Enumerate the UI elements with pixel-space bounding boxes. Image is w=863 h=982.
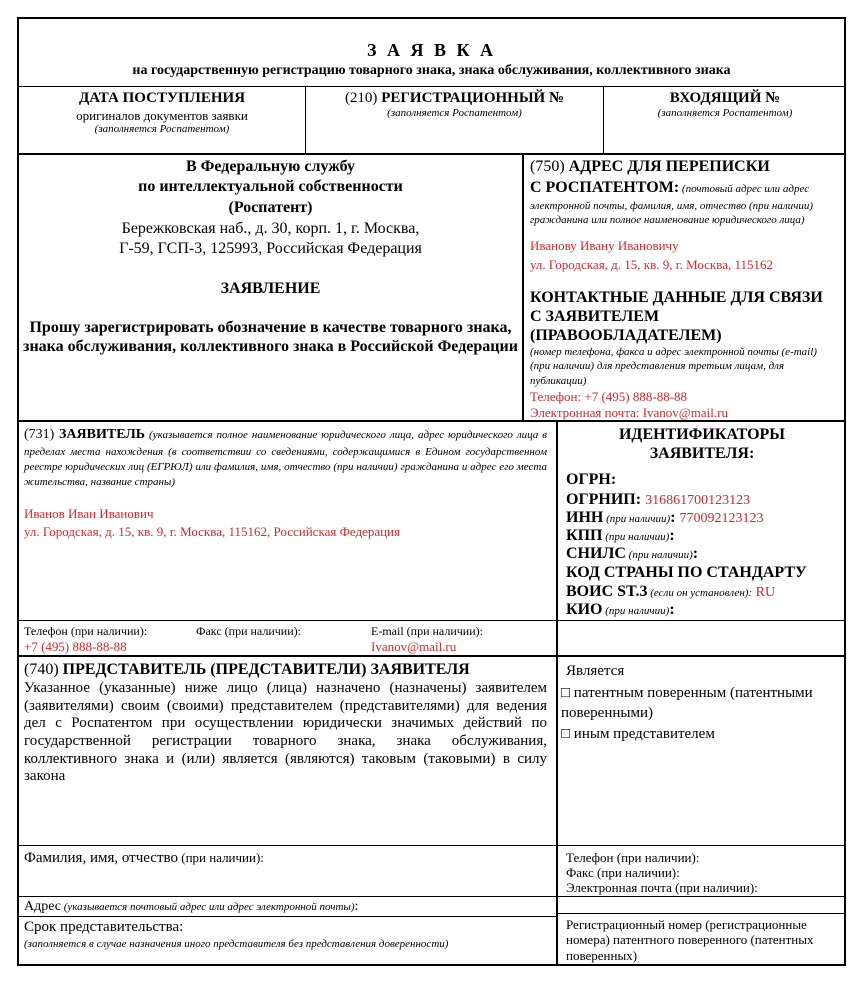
identifiers-title-a: ИДЕНТИФИКАТОРЫ [618, 426, 785, 443]
reg-note: (заполняется Роспатентом) [387, 107, 522, 119]
other-representative-option[interactable]: □ иным представителем [561, 726, 715, 742]
reg-number-title [306, 90, 603, 108]
date-note: (заполняется Роспатентом) [94, 123, 230, 135]
divider [522, 153, 524, 420]
snils-line: СНИЛС (при наличии): [566, 545, 699, 562]
kio-label: КИО [566, 601, 603, 618]
address-line: Адрес (указывается почтовый адрес или адрес электронной почты): [24, 899, 359, 914]
incoming-title: ВХОДЯЩИЙ № [669, 90, 781, 106]
country-code-line [566, 583, 775, 602]
country-code-note: (если он установлен): [647, 587, 753, 599]
applicant-phone-value: +7 (495) 888-88-88 [24, 639, 127, 654]
contacts-title: КОНТАКТНЫЕ ДАННЫЕ ДЛЯ СВЯЗИ С ЗАЯВИТЕЛЕМ (ПРАВООБЛАДАТЕЛЕМ) [530, 289, 823, 344]
statement-title: ЗАЯВЛЕНИЕ [220, 280, 321, 297]
fio-line [24, 850, 264, 868]
correspondence-note: (почтовый адрес или адрес электронной почты, фамилия, имя, отчество (при наличии) гражданина или полное наименование юридического лица) [530, 183, 814, 227]
attorney-regnum-label: Регистрационный номер (регистрационные номера) патентного поверенного (патентных поверенных) [566, 917, 814, 963]
incoming-note: (заполняется Роспатентом) [657, 107, 793, 119]
kio-line: КИО (при наличии): [566, 601, 675, 618]
applicant-note: (указывается полное наименование юридического лица, адрес юридического лица в пределах места нахождения (в соответствии со сведениями, содержащимися в Едином государственном реестре юридических лиц (ЕГРЮЛ) или фамилия, имя, отчество (при наличии) гражданина и адрес его места жительства, название страны) [24, 429, 548, 488]
correspondence-name: Иванову Ивану Ивановичу [530, 238, 679, 253]
applicant-email-label: E-mail (при наличии): [371, 624, 483, 638]
applicant-phone-label: Телефон (при наличии): [24, 624, 148, 638]
divider [17, 845, 846, 846]
ogrnip-value: 316861700123123 [645, 493, 751, 508]
representative-header [24, 661, 470, 680]
ogrnip-line [566, 491, 750, 510]
applicant-title: ЗАЯВИТЕЛЬ [59, 427, 146, 442]
addressee-line-4: Бережковская наб., д. 30, корп. 1, г. Москва, [121, 220, 420, 237]
addressee-line-2: по интеллектуальной собственности [138, 178, 403, 195]
applicant-code: (731) [24, 427, 60, 442]
representative-code: (740) [24, 661, 63, 678]
divider [17, 655, 846, 657]
correspondence-code: (750) [530, 158, 569, 175]
addressee-line-3: (Роспатент) [228, 199, 313, 216]
divider [17, 916, 557, 917]
address-note: (указывается почтовый адрес или адрес электронной почты) [61, 901, 355, 913]
representative-text: Указанное (указанные) ниже лицо (лица) назначено (назначены) заявителем (заявителями) своим (своими) представителем (представителями) для ведения дел с Роспатентом при осуществлении юридически значимых действий по государственной регистрации товарного знака, знака обслуживания, коллективного знака и (или) является (являются) таковым (таковыми) в силу закона [24, 680, 547, 785]
divider [17, 620, 846, 621]
divider [557, 913, 846, 914]
page-title: З А Я В К А [366, 40, 497, 60]
statement-text: Прошу зарегистрировать обозначение в качестве товарного знака, знака обслуживания, коллективного знака в Российской Федерации [23, 319, 518, 355]
rep-fax-label: Факс (при наличии): [566, 865, 680, 880]
patent-attorney-option[interactable]: □ патентным поверенным (патентными поверенными) [561, 685, 813, 721]
ogrn-label: ОГРН: [566, 471, 617, 488]
contacts-email: Электронная почта: Ivanov@mail.ru [530, 405, 728, 420]
snils-label: СНИЛС [566, 545, 626, 562]
divider [17, 86, 846, 87]
addressee-line-5: Г-59, ГСП-3, 125993, Российская Федерация [119, 240, 422, 257]
address-label: Адрес [24, 899, 62, 914]
inn-note: (при наличии) [603, 513, 671, 525]
contacts-note: (номер телефона, факса и адрес электронной почты (e-mail) (при наличии) для представления третьим лицам, для публикации) [530, 346, 817, 387]
inn-value: 770092123123 [679, 511, 764, 526]
kpp-line: КПП (при наличии): [566, 527, 675, 544]
snils-note: (при наличии) [625, 549, 693, 561]
reg-title: РЕГИСТРАЦИОННЫЙ № [381, 90, 565, 106]
country-code-value: RU [752, 585, 776, 600]
kpp-label: КПП [566, 527, 603, 544]
representative-title: ПРЕДСТАВИТЕЛЬ (ПРЕДСТАВИТЕЛИ) ЗАЯВИТЕЛЯ [62, 661, 470, 678]
applicant-header [24, 426, 547, 489]
kpp-note: (при наличии) [602, 531, 670, 543]
kio-note: (при наличии) [602, 605, 670, 617]
applicant-address: ул. Городская, д. 15, кв. 9, г. Москва, 115162, Российская Федерация [24, 524, 400, 539]
applicant-name: Иванов Иван Иванович [24, 506, 154, 521]
country-code-title: КОД СТРАНЫ ПО СТАНДАРТУ [566, 564, 807, 581]
applicant-fax-label: Факс (при наличии): [196, 624, 301, 638]
divider [17, 896, 846, 897]
term-label: Срок представительства: [24, 919, 184, 935]
date-subtitle: оригиналов документов заявки [76, 108, 248, 123]
correspondence-block-2 [530, 178, 842, 227]
date-title: ДАТА ПОСТУПЛЕНИЯ [78, 90, 246, 106]
reg-code: (210) [344, 90, 382, 106]
representative-is-label: Является [566, 663, 625, 679]
correspondence-address: ул. Городская, д. 15, кв. 9, г. Москва, 115162 [530, 257, 774, 272]
applicant-email-value: Ivanov@mail.ru [371, 639, 457, 654]
divider [17, 153, 846, 155]
identifiers-title-b: ЗАЯВИТЕЛЯ: [649, 445, 755, 462]
page-subtitle: на государственную регистрацию товарного знака, знака обслуживания, коллективного знака [132, 63, 731, 78]
fio-note: (при наличии): [177, 850, 264, 865]
correspondence-title-b: С РОСПАТЕНТОМ: [530, 179, 680, 196]
country-code-std: ВОИС ST.3 [566, 583, 648, 600]
inn-line: ИНН (при наличии): 770092123123 [566, 509, 764, 526]
rep-email-label: Электронная почта (при наличии): [566, 880, 758, 895]
rep-phone-label: Телефон (при наличии): [566, 850, 700, 865]
ogrnip-label: ОГРНИП: [566, 491, 646, 508]
divider [556, 420, 558, 966]
inn-label: ИНН [566, 509, 604, 526]
fio-label: Фамилия, имя, отчество [24, 850, 178, 866]
contacts-phone: Телефон: +7 (495) 888-88-88 [530, 389, 688, 404]
correspondence-block [530, 158, 840, 177]
term-note: (заполняется в случае назначения иного представителя без представления доверенности) [24, 938, 449, 950]
addressee-line-1: В Федеральную службу [185, 158, 356, 175]
correspondence-title-a: АДРЕС ДЛЯ ПЕРЕПИСКИ [568, 158, 770, 175]
